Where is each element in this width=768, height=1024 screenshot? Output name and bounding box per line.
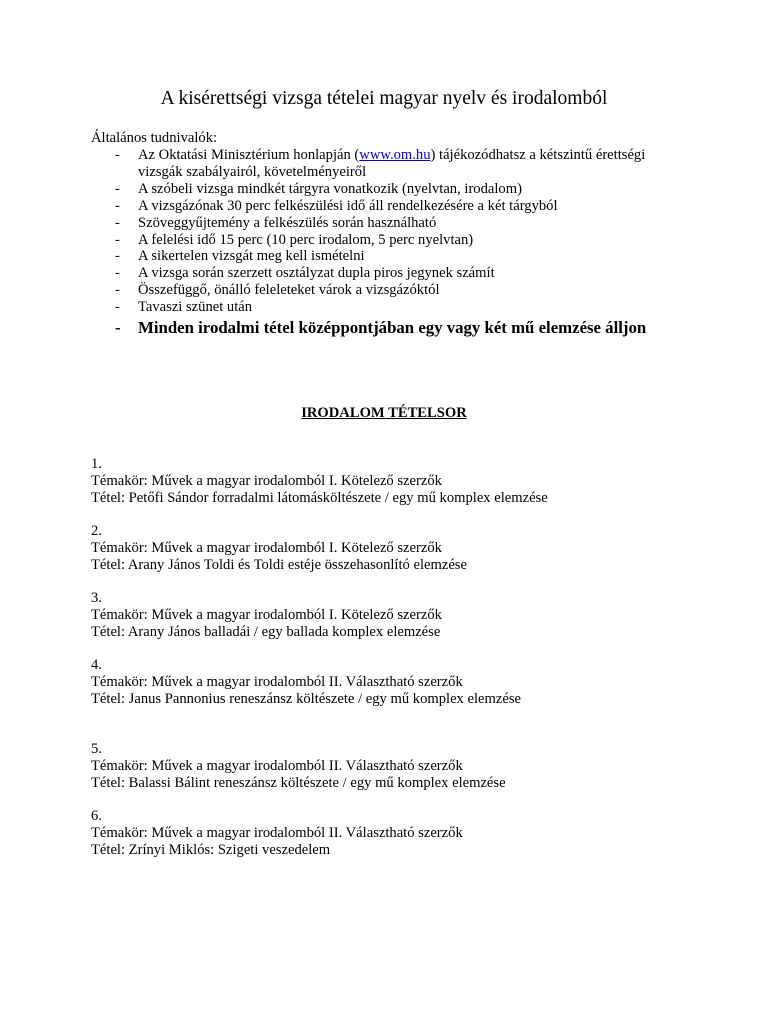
bold-bullet-text: Minden irodalmi tétel középpontjában egy vagy két mű elemzése álljon	[138, 318, 647, 338]
item-tetel: Tétel: Janus Pannonius reneszánsz költészete / egy mű komplex elemzése	[91, 690, 521, 707]
bullet-dash: -	[115, 180, 120, 197]
bullet-item	[91, 181, 691, 198]
bullet-dash: -	[115, 299, 120, 316]
section-title: IRODALOM TÉTELSOR	[301, 405, 467, 421]
bullet-text: Szöveggyűjtemény a felkészülés során használható	[138, 214, 437, 231]
item-topic: Témakör: Művek a magyar irodalomból II. Választható szerzők	[91, 824, 463, 841]
item-topic: Témakör: Művek a magyar irodalomból I. Kötelező szerzők	[91, 606, 442, 623]
item-tetel: Tétel: Arany János Toldi és Toldi estéje összehasonlító elemzése	[91, 556, 467, 573]
bullet-item	[91, 215, 691, 232]
bullet-item	[91, 232, 691, 249]
bullet-text: A vizsga során szerzett osztályzat dupla piros jegynek számít	[138, 265, 495, 282]
bullet-item	[91, 282, 691, 299]
bullet-text: Tavaszi szünet után	[138, 299, 253, 316]
om-website-link[interactable]: www.om.hu	[359, 147, 431, 163]
bullet-dash: -	[115, 265, 120, 282]
topic-item-5	[91, 741, 731, 791]
bold-bullet-item	[91, 318, 691, 338]
item-number: 3.	[91, 590, 102, 606]
topic-item-1	[91, 456, 731, 506]
item-number: 6.	[91, 808, 102, 824]
bullet-item	[91, 248, 691, 265]
topic-item-6	[91, 808, 731, 858]
item-topic: Témakör: Művek a magyar irodalomból I. Kötelező szerzők	[91, 472, 442, 489]
bullet-dash: -	[115, 214, 120, 231]
bullet-text: A sikertelen vizsgát meg kell ismételni	[138, 248, 365, 265]
topic-item-3	[91, 590, 731, 640]
general-info-list	[91, 147, 691, 338]
item-tetel: Tétel: Balassi Bálint reneszánsz költészete / egy mű komplex elemzése	[91, 774, 506, 791]
bullet-text: A felelési idő 15 perc (10 perc irodalom, 5 perc nyelvtan)	[138, 231, 474, 248]
bullet-dash: -	[115, 231, 120, 248]
bullet-dash: -	[115, 147, 120, 163]
bullet-text: A vizsgázónak 30 perc felkészülési idő áll rendelkezésére a két tárgyból	[138, 197, 558, 214]
bullet-dash: -	[115, 318, 121, 338]
item-topic: Témakör: Művek a magyar irodalomból I. Kötelező szerzők	[91, 539, 442, 556]
topic-item-2	[91, 523, 731, 573]
general-info-heading: Általános tudnivalók:	[91, 130, 218, 146]
bullet-text-before-link: Az Oktatási Minisztérium honlapján (	[138, 147, 360, 163]
bullet-text: A szóbeli vizsga mindkét tárgyra vonatkozik (nyelvtan, irodalom)	[138, 180, 522, 197]
item-tetel: Tétel: Petőfi Sándor forradalmi látomásköltészete / egy mű komplex elemzése	[91, 489, 548, 506]
bullet-item	[91, 265, 691, 282]
item-topic: Témakör: Művek a magyar irodalomból II. Választható szerzők	[91, 757, 463, 774]
item-number: 4.	[91, 657, 102, 673]
item-number: 1.	[91, 456, 102, 472]
item-number: 2.	[91, 523, 102, 539]
bullet-item	[91, 198, 691, 215]
bullet-dash: -	[115, 197, 120, 214]
document-title: A kisérettségi vizsga tételei magyar nyelv és irodalomból	[160, 88, 608, 109]
item-number: 5.	[91, 741, 102, 757]
bullet-text: Összefüggő, önálló feleleteket várok a vizsgázóktól	[138, 282, 440, 299]
bullet-dash: -	[115, 282, 120, 299]
general-info-section	[91, 130, 691, 338]
item-tetel: Tétel: Zrínyi Miklós: Szigeti veszedelem	[91, 841, 331, 858]
bullet-item	[91, 147, 691, 181]
bullet-text-after-link: ) tájékozódhatsz a kétszintű érettségi vizsgák szabályairól, követelményeiről	[138, 147, 646, 180]
bullet-item	[91, 299, 691, 316]
topic-item-4	[91, 657, 731, 707]
bullet-dash: -	[115, 248, 120, 265]
item-tetel: Tétel: Arany János balladái / egy ballada komplex elemzése	[91, 623, 441, 640]
item-topic: Témakör: Művek a magyar irodalomból II. Választható szerzők	[91, 673, 463, 690]
